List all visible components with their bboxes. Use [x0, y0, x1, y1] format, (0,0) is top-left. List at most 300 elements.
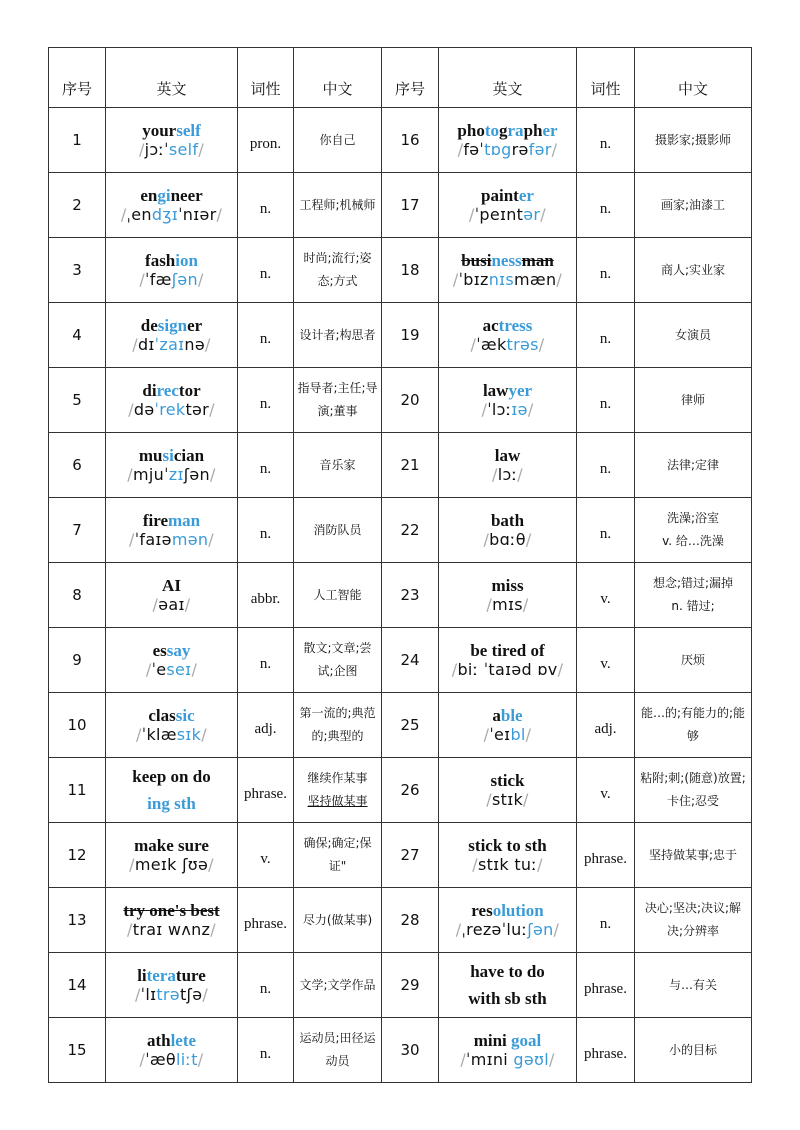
word-segment: ion	[175, 250, 198, 270]
phonetic-segment: gəʊl	[508, 1049, 549, 1069]
header-cell: 词性	[238, 48, 294, 108]
slash-icon: /	[483, 724, 490, 744]
chinese-meaning-cell	[635, 628, 752, 693]
chinese-meaning: 坚持做某事;忠于	[648, 847, 738, 862]
word-segment: lete	[170, 1030, 197, 1050]
english-word	[108, 186, 235, 205]
phonetic-segment: ˈfæ	[145, 269, 172, 289]
phonetic-segment: biː ˈtaɪəd ɒv	[457, 659, 558, 679]
word-segment: pho	[457, 120, 485, 140]
index-cell: 21	[382, 433, 439, 498]
chinese-meaning: 指导者;主任;导演;董事	[297, 381, 378, 418]
chinese-meaning-cell	[294, 563, 382, 628]
slash-icon: /	[139, 1049, 146, 1069]
word-segment: cian	[173, 445, 205, 465]
slash-icon: /	[210, 919, 216, 939]
part-of-speech-cell: n.	[238, 303, 294, 368]
part-of-speech-cell: n.	[577, 238, 635, 303]
part-of-speech-cell: n.	[238, 498, 294, 563]
phonetic	[441, 140, 574, 160]
phonetic-segment: liːt	[176, 1049, 198, 1069]
slash-icon: /	[460, 1049, 467, 1069]
english-word	[108, 121, 235, 140]
index-cell: 9	[49, 628, 106, 693]
chinese-meaning: 与…有关	[668, 977, 717, 992]
word-cell	[106, 563, 238, 628]
part-of-speech-cell: v.	[577, 563, 635, 628]
part-of-speech-cell: n.	[577, 303, 635, 368]
table-row	[49, 953, 752, 1018]
word-cell	[439, 693, 577, 758]
english-word	[108, 316, 235, 335]
header-cell: 中文	[294, 48, 382, 108]
chinese-meaning: 运动员;田径运动员	[299, 1031, 376, 1068]
slash-icon: /	[138, 139, 145, 159]
phonetic-segment: ˈpeɪnt	[474, 204, 524, 224]
word-cell	[106, 888, 238, 953]
phonetic-segment: ˌrezə	[461, 919, 502, 939]
slash-icon: /	[492, 464, 498, 484]
phonetic	[441, 725, 574, 745]
part-of-speech-cell: n.	[238, 628, 294, 693]
word-segment: ble	[500, 705, 523, 725]
english-word	[441, 576, 574, 595]
table-row	[49, 303, 752, 368]
english-word	[441, 511, 574, 530]
index-cell: 5	[49, 368, 106, 433]
word-segment: sign	[157, 315, 188, 335]
word-segment: miss	[491, 575, 524, 595]
phonetic	[108, 465, 235, 485]
slash-icon: /	[469, 204, 475, 224]
phonetic	[108, 1050, 235, 1070]
index-cell: 10	[49, 693, 106, 758]
phonetic-segment: ɪə	[511, 399, 528, 419]
slash-icon: /	[139, 269, 146, 289]
word-segment: a	[492, 705, 501, 725]
slash-icon: /	[191, 659, 198, 679]
chinese-meaning-cell	[635, 173, 752, 238]
phonetic-segment: dɪ	[137, 334, 155, 354]
word-cell	[106, 173, 238, 238]
chinese-meaning-cell	[294, 1018, 382, 1083]
word-segment: busi	[461, 250, 492, 270]
index-cell: 26	[382, 758, 439, 823]
phonetic-segment: mən	[171, 529, 209, 549]
index-cell: 22	[382, 498, 439, 563]
slash-icon: /	[216, 204, 223, 224]
slash-icon: /	[527, 399, 534, 419]
english-word	[441, 706, 574, 725]
part-of-speech-cell: n.	[577, 173, 635, 238]
chinese-meaning: 摄影家;摄影师	[654, 132, 732, 147]
chinese-meaning: 文学;文学作品	[299, 977, 376, 992]
slash-icon: /	[134, 984, 141, 1004]
index-cell: 15	[49, 1018, 106, 1083]
english-word	[441, 316, 574, 335]
chinese-meaning-cell	[635, 368, 752, 433]
word-cell	[106, 368, 238, 433]
part-of-speech-cell: phrase.	[238, 888, 294, 953]
word-cell	[439, 563, 577, 628]
word-segment: rec	[156, 380, 179, 400]
part-of-speech-cell: v.	[238, 823, 294, 888]
slash-icon: /	[522, 594, 529, 614]
part-of-speech-cell: abbr.	[238, 563, 294, 628]
slash-icon: /	[128, 399, 134, 419]
word-cell	[439, 368, 577, 433]
chinese-meaning: 画家;油漆工	[660, 197, 726, 212]
english-word	[441, 251, 574, 270]
slash-icon: /	[452, 269, 459, 289]
phonetic-segment: ˈæk	[476, 334, 507, 354]
english-word	[108, 1031, 235, 1050]
chinese-meaning: 你自己	[319, 132, 356, 147]
phonetic-segment: meɪk ʃʊə	[134, 854, 209, 874]
slash-icon: /	[201, 724, 207, 744]
slash-icon: /	[557, 659, 564, 679]
header-cell: 英文	[106, 48, 238, 108]
index-cell: 8	[49, 563, 106, 628]
phonetic-segment: ˈe	[151, 659, 167, 679]
phonetic	[441, 660, 574, 680]
chinese-meaning-cell	[294, 823, 382, 888]
word-segment: er	[542, 120, 558, 140]
english-word	[441, 836, 574, 855]
word-cell	[439, 888, 577, 953]
phonetic-segment: ˈlɪ	[140, 984, 157, 1004]
index-cell: 23	[382, 563, 439, 628]
index-cell: 3	[49, 238, 106, 303]
word-segment: tress	[498, 315, 533, 335]
word-cell	[106, 628, 238, 693]
index-cell: 7	[49, 498, 106, 563]
part-of-speech-cell: n.	[238, 173, 294, 238]
word-segment: paint	[481, 185, 519, 205]
slash-icon: /	[197, 1049, 204, 1069]
phonetic-segment: nɪs	[488, 269, 515, 289]
chinese-meaning: 法律;定律	[666, 457, 720, 472]
index-cell: 29	[382, 953, 439, 1018]
phonetic-segment: tər	[185, 399, 210, 419]
chinese-meaning: 厌烦	[680, 652, 705, 667]
phonetic-segment: dʒɪ	[151, 204, 179, 224]
slash-icon: /	[483, 529, 490, 549]
phonetic-segment: bl	[510, 724, 526, 744]
word-segment: goal	[506, 1030, 542, 1050]
part-of-speech-cell: phrase.	[238, 758, 294, 823]
slash-icon: /	[470, 334, 477, 354]
word-segment: ph	[523, 120, 543, 140]
table-row	[49, 238, 752, 303]
phonetic	[441, 855, 574, 875]
word-segment: stick to sth	[468, 835, 547, 855]
part-of-speech-cell: n.	[577, 888, 635, 953]
english-word	[108, 706, 235, 725]
phonetic-segment: mæn	[514, 269, 557, 289]
word-segment: tion	[515, 900, 544, 920]
phonetic	[108, 335, 235, 355]
index-cell: 11	[49, 758, 106, 823]
chinese-meaning-cell	[635, 823, 752, 888]
english-word	[108, 901, 235, 920]
slash-icon: /	[202, 984, 209, 1004]
chinese-meaning: 继续作某事	[307, 771, 368, 785]
phonetic-segment: ˈrek	[154, 399, 186, 419]
english-word	[108, 381, 235, 400]
part-of-speech-cell: n.	[577, 498, 635, 563]
word-cell	[106, 303, 238, 368]
phonetic	[441, 1050, 574, 1070]
word-segment: sic	[175, 705, 195, 725]
word-segment: law	[494, 445, 521, 465]
phonetic-segment: ər	[523, 204, 541, 224]
chinese-meaning: 决心;坚决;决议;解决;分辨率	[644, 901, 742, 938]
index-cell: 6	[49, 433, 106, 498]
phonetic-segment: ʃən	[527, 919, 554, 939]
english-word	[441, 962, 574, 981]
slash-icon: /	[481, 399, 488, 419]
phonetic	[108, 855, 235, 875]
chinese-meaning-cell	[635, 238, 752, 303]
word-cell	[439, 498, 577, 563]
slash-icon: /	[540, 204, 546, 224]
slash-icon: /	[551, 139, 558, 159]
table-row	[49, 368, 752, 433]
chinese-meaning: 能…的;有能力的;能够	[640, 706, 746, 743]
word-segment: man	[521, 250, 554, 270]
slash-icon: /	[208, 854, 214, 874]
word-segment: si	[162, 445, 174, 465]
phonetic-segment: ˈbɪz	[458, 269, 489, 289]
english-word	[441, 446, 574, 465]
word-cell	[106, 433, 238, 498]
phonetic	[108, 595, 235, 615]
chinese-meaning: 音乐家	[319, 457, 356, 472]
phonetic-segment: ˈklæ	[141, 724, 177, 744]
table-row	[49, 758, 752, 823]
word-segment: de	[140, 315, 158, 335]
index-cell: 27	[382, 823, 439, 888]
slash-icon: /	[184, 594, 191, 614]
part-of-speech-cell: n.	[577, 368, 635, 433]
chinese-meaning-cell	[294, 693, 382, 758]
word-segment: mini	[473, 1030, 507, 1050]
index-cell: 12	[49, 823, 106, 888]
word-segment: yer	[508, 380, 533, 400]
index-cell: 16	[382, 108, 439, 173]
word-segment: neer	[170, 185, 203, 205]
phonetic-segment: ˌen	[126, 204, 152, 224]
chinese-meaning-cell	[635, 303, 752, 368]
word-segment: man	[168, 510, 201, 530]
part-of-speech-cell: phrase.	[577, 823, 635, 888]
phonetic-segment: ˈmɪni	[466, 1049, 509, 1069]
phonetic	[441, 205, 574, 225]
phonetic-segment: lɔː	[497, 464, 518, 484]
word-segment: ture	[175, 965, 206, 985]
slash-icon: /	[548, 1049, 555, 1069]
word-cell	[439, 108, 577, 173]
part-of-speech-cell: n.	[577, 108, 635, 173]
word-cell	[106, 823, 238, 888]
english-word	[441, 381, 574, 400]
slash-icon: /	[553, 919, 560, 939]
word-segment: your	[142, 120, 177, 140]
word-segment: ness	[491, 250, 522, 270]
phonetic	[441, 530, 574, 550]
english-word	[441, 771, 574, 790]
slash-icon: /	[457, 139, 464, 159]
table-row	[49, 433, 752, 498]
word-segment: fash	[145, 250, 176, 270]
phonetic-segment: trəs	[506, 334, 539, 354]
phonetic-segment: ʃən	[183, 464, 210, 484]
phonetic	[108, 660, 235, 680]
index-cell: 19	[382, 303, 439, 368]
word-cell	[439, 238, 577, 303]
slash-icon: /	[537, 854, 543, 874]
slash-icon: /	[197, 269, 204, 289]
chinese-meaning-extra: v. 给…洗澡	[662, 534, 724, 548]
table-row	[49, 823, 752, 888]
phonetic	[441, 335, 574, 355]
chinese-meaning-cell	[635, 1018, 752, 1083]
slash-icon: /	[525, 724, 532, 744]
word-cell	[439, 173, 577, 238]
english-word	[108, 511, 235, 530]
word-cell	[439, 953, 577, 1018]
index-cell: 30	[382, 1018, 439, 1083]
header-cell: 词性	[577, 48, 635, 108]
part-of-speech-cell: v.	[577, 758, 635, 823]
part-of-speech-cell: pron.	[238, 108, 294, 173]
word-segment: law	[482, 380, 509, 400]
chinese-meaning-cell	[294, 433, 382, 498]
phonetic	[441, 465, 574, 485]
slash-icon: /	[455, 919, 462, 939]
vocabulary-table	[48, 47, 752, 1083]
word-segment: self	[176, 120, 201, 140]
phonetic-segment: trə	[156, 984, 180, 1004]
word-segment: to	[484, 120, 500, 140]
phonetic-segment: seɪ	[166, 659, 192, 679]
word-segment: stick	[490, 770, 525, 790]
part-of-speech-cell: n.	[238, 433, 294, 498]
table-row	[49, 693, 752, 758]
chinese-meaning: 时尚;流行;姿态;方式	[303, 251, 372, 288]
part-of-speech-cell: n.	[238, 1018, 294, 1083]
word-cell	[106, 953, 238, 1018]
phonetic-segment: fəˈ	[463, 139, 485, 159]
slash-icon: /	[136, 724, 142, 744]
slash-icon: /	[538, 334, 545, 354]
phonetic-segment: əaɪ	[158, 594, 185, 614]
slash-icon: /	[132, 334, 138, 354]
table-row	[49, 628, 752, 693]
phonetic-segment: stɪk	[491, 789, 524, 809]
phonetic	[441, 920, 574, 940]
word-cell	[106, 108, 238, 173]
phonetic-segment: jɔːˈ	[144, 139, 169, 159]
slash-icon: /	[486, 594, 493, 614]
slash-icon: /	[127, 919, 133, 939]
phonetic-segment: fər	[528, 139, 552, 159]
word-segment: tera	[146, 965, 176, 985]
slash-icon: /	[127, 464, 133, 484]
chinese-meaning-cell	[294, 238, 382, 303]
word-segment: make sure	[134, 835, 209, 855]
phonetic	[108, 270, 235, 290]
part-of-speech-cell: adj.	[238, 693, 294, 758]
phonetic-segment: ˈluː	[501, 919, 528, 939]
chinese-meaning: 人工智能	[313, 587, 362, 602]
index-cell: 18	[382, 238, 439, 303]
chinese-meaning-cell	[635, 563, 752, 628]
chinese-meaning-cell	[294, 498, 382, 563]
chinese-meaning-cell	[635, 953, 752, 1018]
word-cell	[439, 433, 577, 498]
slash-icon: /	[152, 594, 159, 614]
slash-icon: /	[208, 529, 214, 549]
slash-icon: /	[120, 204, 127, 224]
english-word	[108, 576, 235, 595]
english-word	[441, 641, 574, 660]
english-word	[108, 251, 235, 270]
word-segment: ac	[482, 315, 499, 335]
word-segment: fire	[142, 510, 169, 530]
phonetic-segment: ˈnɪər	[178, 204, 217, 224]
phonetic	[108, 140, 235, 160]
word-cell	[439, 823, 577, 888]
slash-icon: /	[472, 854, 478, 874]
word-segment: en	[140, 185, 158, 205]
word-cell	[439, 758, 577, 823]
word-segment: be tired of	[470, 640, 545, 660]
slash-icon: /	[209, 399, 215, 419]
word-segment: AI	[162, 575, 181, 595]
word-cell	[106, 758, 238, 823]
phonetic-segment: ˈæθ	[145, 1049, 177, 1069]
phonetic-segment: bɑːθ	[489, 529, 526, 549]
word-segment: keep on do	[132, 767, 211, 786]
index-cell: 20	[382, 368, 439, 433]
chinese-meaning-cell	[294, 888, 382, 953]
header-cell: 英文	[439, 48, 577, 108]
word-cell	[439, 628, 577, 693]
index-cell: 13	[49, 888, 106, 953]
phonetic-segment: traɪ wʌnz	[132, 919, 211, 939]
word-segment: have to do	[470, 962, 545, 981]
part-of-speech-cell: adj.	[577, 693, 635, 758]
word-segment: ath	[146, 1030, 171, 1050]
phonetic-segment: zɪ	[168, 464, 184, 484]
word-segment: ra	[507, 120, 524, 140]
part-of-speech-cell: n.	[238, 953, 294, 1018]
slash-icon: /	[198, 139, 205, 159]
word-segment: es	[152, 640, 167, 660]
word-segment: clas	[148, 705, 176, 725]
chinese-meaning: 确保;确定;保证"	[303, 836, 372, 873]
phonetic-segment: ˈlɔː	[487, 399, 512, 419]
phonetic-segment: ˈeɪ	[489, 724, 511, 744]
slash-icon: /	[451, 659, 458, 679]
english-word	[441, 1031, 574, 1050]
word-cell	[106, 498, 238, 563]
word-segment: try one's best	[123, 900, 220, 920]
slash-icon: /	[517, 464, 523, 484]
phonetic	[108, 400, 235, 420]
